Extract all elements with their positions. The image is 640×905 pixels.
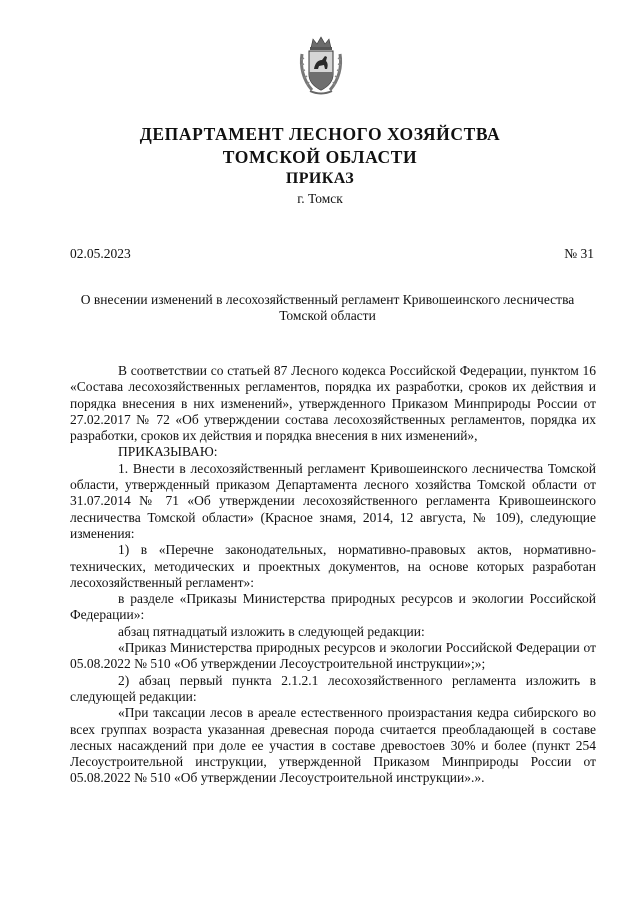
section-reference: в разделе «Приказы Министерства природных ресурсов и экологии Российской Федерации»: xyxy=(70,591,596,623)
new-text-quote-2: «При таксации лесов в ареале естественного произрастания кедра сибирского во всех группах возраста указанная древесная порода считается преобладающей в составе лесных насаждений при доле ее участия в составе древостоев 30% и более (пункт 254 Лесоустроительной инструкции, утвержденной Приказом Минприроды России от 05.08.2022 № 510 «Об утверждении Лесоустроительной инструкции».». xyxy=(70,705,596,786)
tomsk-coat-of-arms-icon xyxy=(298,36,344,96)
subclause-2: 2) абзац первый пункта 2.1.2.1 лесохозяйственного регламента изложить в следующей редакции: xyxy=(70,672,596,704)
document-body xyxy=(70,363,596,787)
city: г. Томск xyxy=(297,191,343,206)
new-text-quote-1: «Приказ Министерства природных ресурсов и экологии Российской Федерации от 05.08.2022 № 510 «Об утверждении Лесоустроительной инструкции»;»; xyxy=(70,640,596,672)
department-title-line2: ТОМСКОЙ ОБЛАСТИ xyxy=(222,147,418,167)
paragraph-instruction: абзац пятнадцатый изложить в следующей редакции: xyxy=(118,623,425,639)
department-title-line1: ДЕПАРТАМЕНТ ЛЕСНОГО ХОЗЯЙСТВА xyxy=(139,124,501,144)
subclause-1: 1) в «Перечне законодательных, нормативно-правовых актов, нормативно-технических, методических и проектных документов, на основе которых разработан лесохозяйственный регламент»: xyxy=(70,542,596,590)
document-type: ПРИКАЗ xyxy=(285,170,355,187)
document-subject: О внесении изменений в лесохозяйственный регламент Кривошеинского лесничества Томской области xyxy=(80,292,575,323)
order-word: ПРИКАЗЫВАЮ: xyxy=(118,444,218,460)
preamble-paragraph: В соответствии со статьей 87 Лесного кодекса Российской Федерации, пунктом 16 «Состава лесохозяйственных регламентов, порядка их разработки, сроков их действия и порядка внесения в них изменений», утвержденного Приказом Минприроды России от 27.02.2017 № 72 «Об утверждении состава лесохозяйственных регламентов, порядка их разработки, сроков их действия и порядка внесения в них изменений», xyxy=(70,363,596,444)
document-number: № 31 xyxy=(564,246,594,261)
clause-1: 1. Внести в лесохозяйственный регламент Кривошеинского лесничества Томской области, утвержденный приказом Департамента лесного хозяйства Томской области от 31.07.2014 № 71 «Об утверждении лесохозяйственного регламента Кривошеинского лесничества Томской области» (Красное знамя, 2014, 12 августа, № 109), следующие изменения: xyxy=(70,460,596,541)
document-date: 02.05.2023 xyxy=(70,246,131,261)
